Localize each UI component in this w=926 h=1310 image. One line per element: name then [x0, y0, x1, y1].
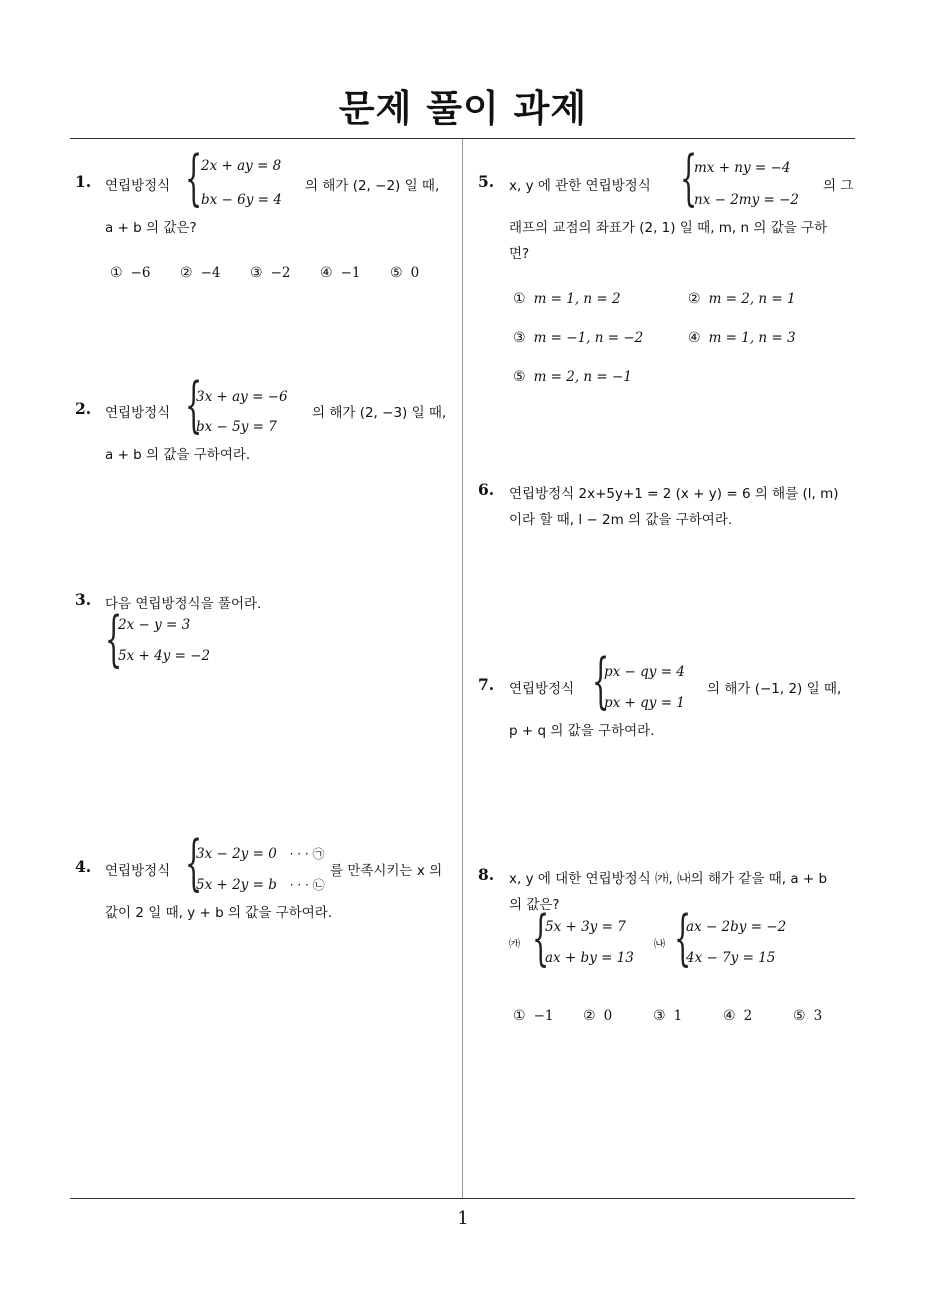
problem-text: 연립방정식 — [105, 178, 171, 194]
system-brace: { — [185, 828, 203, 898]
choice-5[interactable]: ⑤ 3 — [793, 1008, 823, 1024]
problem-number: 6. — [478, 480, 495, 499]
equation-b2: 4x − 7y = 15 — [686, 950, 776, 966]
problem-text: 연립방정식 2x+5y+1 = 2 (x + y) = 6 의 해를 (l, m) — [509, 486, 839, 502]
problem-text: p + q 의 값을 구하여라. — [509, 723, 655, 739]
system-label-b: ㈏ — [654, 937, 665, 950]
choice-3[interactable]: ③ 1 — [653, 1008, 683, 1024]
problem-text: 의 해가 (2, −3) 일 때, — [312, 405, 447, 421]
choice-2[interactable]: ② 0 — [583, 1008, 613, 1024]
choice-2[interactable]: ② m = 2, n = 1 — [688, 291, 796, 307]
choice-1[interactable]: ① −6 — [110, 265, 151, 281]
problem-text: 연립방정식 — [105, 405, 171, 421]
choice-1[interactable]: ① m = 1, n = 2 — [513, 291, 621, 307]
equation-a1: 5x + 3y = 7 — [545, 919, 626, 935]
problem-text: 의 그 — [823, 178, 854, 194]
choice-5[interactable]: ⑤ 0 — [390, 265, 420, 281]
problem-number: 1. — [75, 172, 92, 191]
problem-text: a + b 의 값은? — [105, 220, 197, 236]
problem-number: 5. — [478, 172, 495, 191]
problem-number: 2. — [75, 399, 92, 418]
system-brace: { — [680, 143, 698, 213]
equation-1: 2x − y = 3 — [118, 617, 191, 633]
problem-number: 3. — [75, 590, 92, 609]
page-title: 문제 풀이 과제 — [338, 87, 588, 130]
problem-text: 면? — [509, 246, 530, 262]
page-number: 1 — [457, 1208, 469, 1229]
system-brace: { — [185, 370, 203, 440]
problem-text: 이라 할 때, l − 2m 의 값을 구하여라. — [509, 512, 733, 528]
problem-text: 래프의 교점의 좌표가 (2, 1) 일 때, m, n 의 값을 구하 — [509, 220, 828, 236]
equation-2: 5x + 2y = b · · · ㉡ — [196, 877, 325, 893]
problem-text: a + b 의 값을 구하여라. — [105, 447, 251, 463]
column-divider — [462, 139, 463, 1199]
problem-number: 4. — [75, 857, 92, 876]
equation-2: bx − 5y = 7 — [196, 419, 277, 435]
system-brace: { — [105, 604, 123, 674]
choice-1[interactable]: ① −1 — [513, 1008, 554, 1024]
problem-text: 연립방정식 — [509, 681, 575, 697]
equation-2: nx − 2my = −2 — [694, 192, 800, 208]
equation-1: 3x + ay = −6 — [196, 389, 288, 405]
equation-2: px + qy = 1 — [604, 695, 685, 711]
system-label-a: ㈎ — [509, 937, 520, 950]
equation-2: bx − 6y = 4 — [201, 192, 282, 208]
system-brace: { — [674, 903, 692, 973]
choice-5[interactable]: ⑤ m = 2, n = −1 — [513, 369, 632, 385]
choice-3[interactable]: ③ −2 — [250, 265, 291, 281]
choice-4[interactable]: ④ −1 — [320, 265, 361, 281]
system-brace: { — [185, 143, 203, 213]
equation-b1: ax − 2by = −2 — [686, 919, 787, 935]
problem-text: 의 해가 (−1, 2) 일 때, — [707, 681, 842, 697]
problem-text: 값이 2 일 때, y + b 의 값을 구하여라. — [105, 905, 333, 921]
problem-text: 의 값은? — [509, 897, 560, 913]
equation-2: 5x + 4y = −2 — [118, 648, 211, 664]
problem-text: 를 만족시키는 x 의 — [330, 863, 443, 879]
problem-text: 연립방정식 — [105, 863, 171, 879]
footer-rule — [70, 1198, 855, 1199]
choice-4[interactable]: ④ 2 — [723, 1008, 753, 1024]
system-brace: { — [532, 903, 550, 973]
equation-1: px − qy = 4 — [604, 664, 685, 680]
equation-1: mx + ny = −4 — [694, 160, 791, 176]
equation-a2: ax + by = 13 — [545, 950, 634, 966]
problem-number: 7. — [478, 675, 495, 694]
system-brace: { — [592, 646, 610, 716]
problem-number: 8. — [478, 865, 495, 884]
equation-1: 3x − 2y = 0 · · · ㉠ — [196, 846, 325, 862]
problem-text: x, y 에 관한 연립방정식 — [509, 178, 651, 194]
equation-1: 2x + ay = 8 — [201, 158, 282, 174]
choice-4[interactable]: ④ m = 1, n = 3 — [688, 330, 796, 346]
problem-text: 의 해가 (2, −2) 일 때, — [305, 178, 440, 194]
choice-3[interactable]: ③ m = −1, n = −2 — [513, 330, 644, 346]
choice-2[interactable]: ② −4 — [180, 265, 221, 281]
problem-text: x, y 에 대한 연립방정식 ㈎, ㈏의 해가 같을 때, a + b — [509, 871, 828, 887]
problem-text: 다음 연립방정식을 풀어라. — [105, 596, 262, 612]
